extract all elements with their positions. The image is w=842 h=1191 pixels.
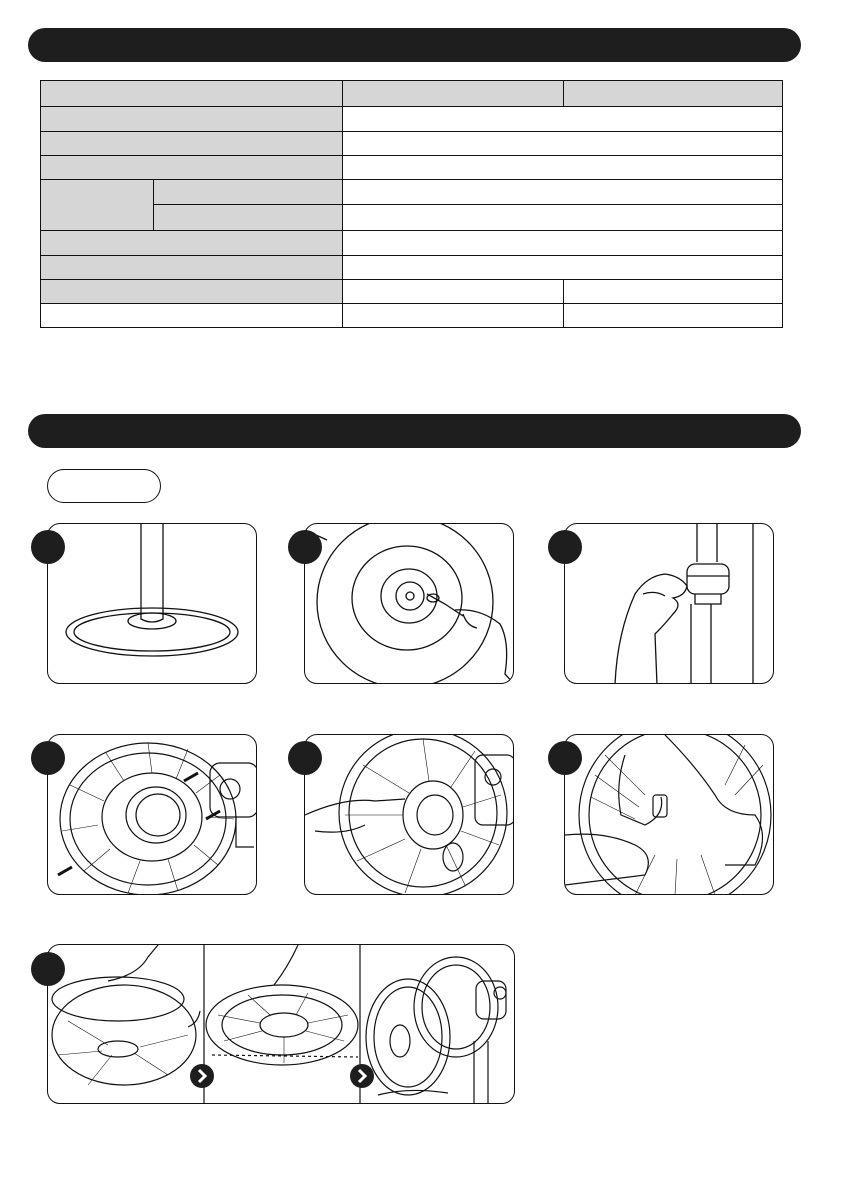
row-value (343, 205, 783, 231)
assembly-subheading-pill (47, 469, 161, 503)
step-badge-4 (31, 741, 65, 775)
table-row (41, 180, 783, 205)
step-badge-2 (288, 530, 322, 564)
row-value (343, 156, 783, 180)
row-value (343, 280, 564, 304)
specification-table (40, 80, 783, 328)
row-sub-label (154, 205, 343, 231)
row-label (41, 304, 343, 328)
row-label (41, 256, 343, 280)
row-value (564, 280, 783, 304)
row-value (343, 180, 783, 205)
table-row (41, 280, 783, 304)
step-panel-1 (47, 523, 257, 684)
step-badge-1 (31, 530, 65, 564)
row-value (343, 132, 783, 156)
table-row (41, 81, 783, 107)
table-row (41, 107, 783, 132)
section-header-specifications (28, 28, 801, 62)
step-badge-5 (288, 741, 322, 775)
table-row (41, 156, 783, 180)
step-badge-7 (31, 952, 65, 986)
base-and-pole-illustration (48, 524, 257, 684)
row-value (343, 107, 783, 132)
step-badge-6 (548, 741, 582, 775)
next-step-arrow (350, 1064, 374, 1088)
blade-spinner-illustration (305, 735, 514, 895)
step-panel-6 (564, 734, 774, 895)
table-row (41, 132, 783, 156)
row-sub-label (154, 180, 343, 205)
guard-clip-illustration (565, 735, 774, 895)
row-value (343, 304, 564, 328)
chevron-right-icon (190, 1064, 214, 1088)
row-label (41, 81, 343, 107)
row-value (564, 81, 783, 107)
row-value (343, 231, 783, 256)
row-label (41, 156, 343, 180)
rear-guard-mount-illustration (48, 735, 257, 895)
step-panel-7 (47, 944, 515, 1104)
next-step-arrow (190, 1064, 214, 1088)
step-panel-3 (564, 523, 774, 684)
table-row (41, 256, 783, 280)
guard-ring-assembly-illustration (48, 945, 515, 1104)
table-row (41, 304, 783, 328)
row-value (564, 304, 783, 328)
row-value (343, 81, 564, 107)
row-label (41, 280, 343, 304)
chevron-right-icon (350, 1064, 374, 1088)
row-label (41, 231, 343, 256)
neck-nut-illustration (565, 524, 774, 684)
step-panel-4 (47, 734, 257, 895)
row-label (41, 107, 343, 132)
rear-guard-screw-illustration (305, 524, 514, 684)
row-value (343, 256, 783, 280)
row-label (41, 132, 343, 156)
step-panel-2 (304, 523, 514, 684)
table-row (41, 231, 783, 256)
row-group-label (41, 180, 154, 231)
step-panel-5 (304, 734, 514, 895)
step-badge-3 (548, 530, 582, 564)
section-header-assembly (28, 414, 801, 448)
